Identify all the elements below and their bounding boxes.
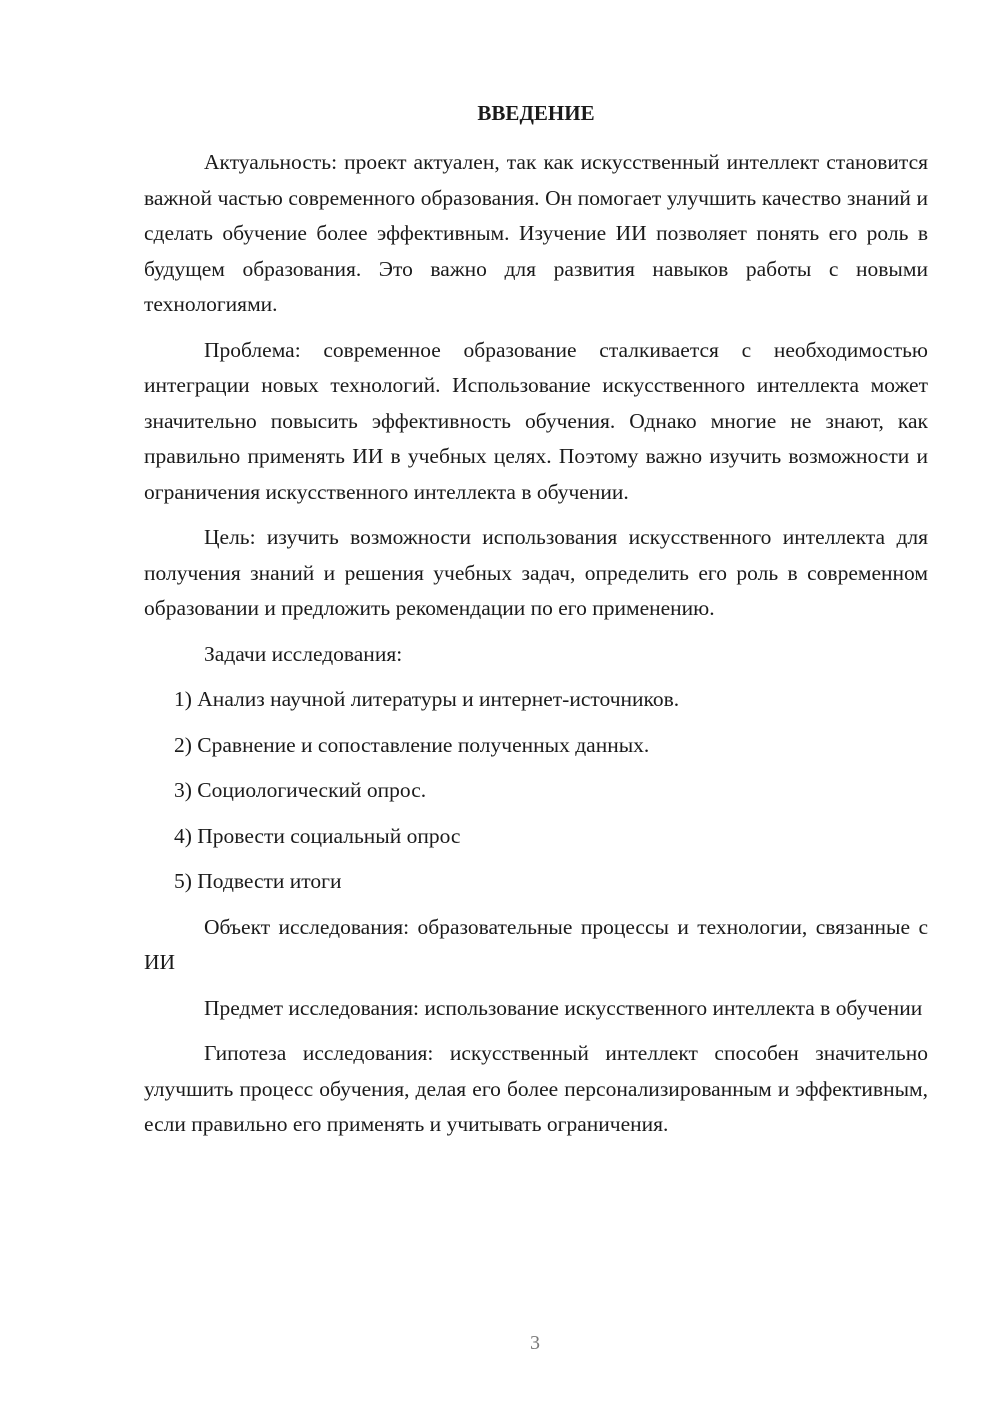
page-number: 3 [530, 1332, 540, 1354]
task-item: 2) Сравнение и сопоставление полученных данных. [174, 732, 650, 757]
hypothesis-paragraph: Гипотеза исследования: искусственный интеллект способен значительно улучшить процесс обучения, делая его более персонализированным и эффективным, если правильно его применять и учитывать ограничения. [144, 1041, 928, 1136]
goal-paragraph: Цель: изучить возможности использования искусственного интеллекта для получения знаний и решения учебных задач, определить его роль в современном образовании и предложить рекомендации по его применению. [144, 525, 928, 620]
section-heading: ВВЕДЕНИЕ [477, 101, 595, 125]
relevance-paragraph: Актуальность: проект актуален, так как искусственный интеллект становится важной частью современного образования. Он помогает улучшить качество знаний и сделать обучение более эффективным. Изучение ИИ позволяет понять его роль в будущем образования. Это важно для развития навыков работы с новыми технологиями. [144, 150, 928, 316]
task-item: 1) Анализ научной литературы и интернет-источников. [174, 687, 680, 711]
problem-paragraph: Проблема: современное образование сталкивается с необходимостью интеграции новых технологий. Использование искусственного интеллекта может значительно повысить эффективность обучения. Однако многие не знают, как правильно применять ИИ в учебных целях. Поэтому важно изучить возможности и ограничения искусственного интеллекта в обучении. [144, 337, 928, 504]
tasks-title: Задачи исследования: [204, 641, 403, 666]
task-item: 3) Социологический опрос. [174, 778, 427, 802]
object-paragraph: Объект исследования: образовательные процессы и технологии, связанные с ИИ [144, 914, 928, 974]
tasks-list [144, 682, 928, 900]
document-page [144, 96, 928, 1153]
task-item: 4) Провести социальный опрос [174, 823, 461, 848]
task-item: 5) Подвести итоги [174, 869, 342, 893]
subject-paragraph: Предмет исследования: использование искусственного интеллекта в обучении [204, 995, 923, 1020]
